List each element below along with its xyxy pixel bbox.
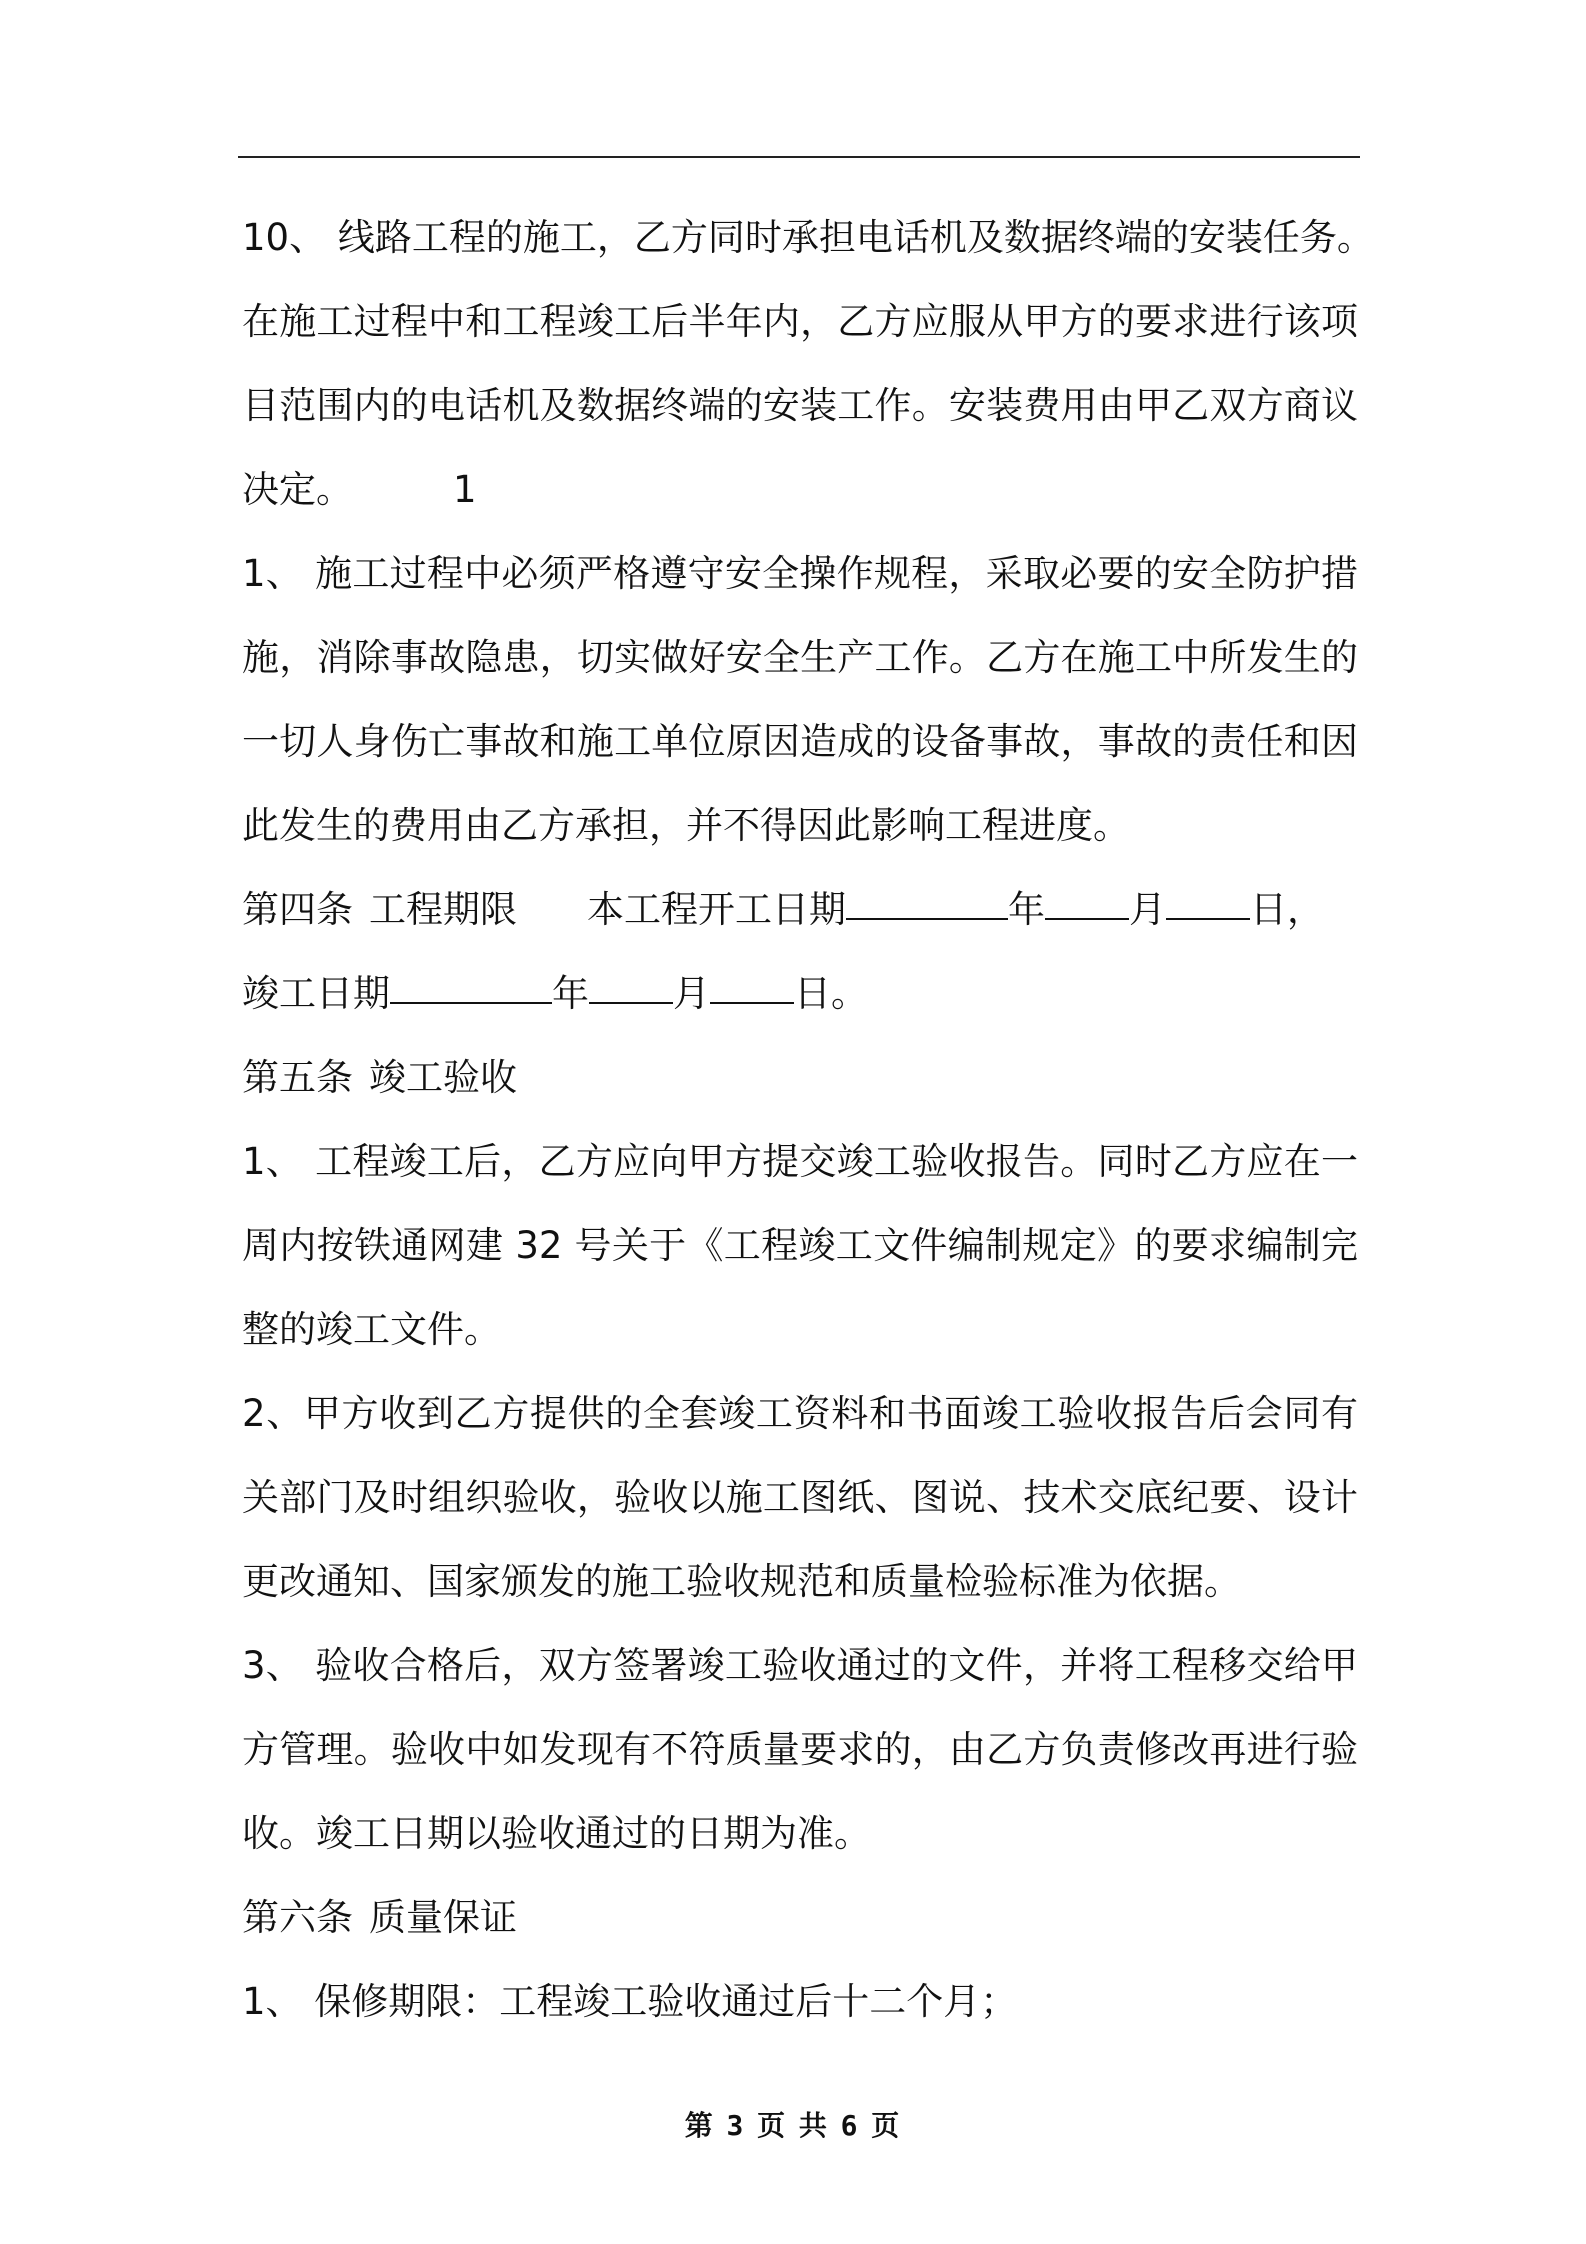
paragraph-line: 10、 线路工程的施工，乙方同时承担电话机及数据终端的安装任务。: [242, 216, 1374, 259]
completion-date-line: [242, 952, 1358, 1036]
header-rule: [238, 156, 1360, 158]
day-label: 日，: [1250, 888, 1324, 931]
article-heading: 第六条: [242, 1896, 353, 1939]
paragraph-line: 周内按铁通网建 32 号关于《工程竣工文件编制规定》的要求编制完: [242, 1224, 1358, 1267]
paragraph-line: 1、 保修期限：工程竣工验收通过后十二个月；: [242, 1980, 1018, 2023]
article-six-heading-line: [242, 1876, 1358, 1960]
footer-mid: 页 共: [757, 2109, 829, 2142]
total-pages-number: 6: [840, 2109, 860, 2142]
document-body: [242, 196, 1374, 2044]
day-label: 日。: [794, 972, 868, 1015]
paragraph-line: 收。竣工日期以验收通过的日期为准。: [242, 1812, 871, 1855]
paragraph-line: 更改通知、国家颁发的施工验收规范和质量检验标准为依据。: [242, 1560, 1241, 1603]
end-day-blank[interactable]: [710, 972, 794, 1004]
start-year-blank[interactable]: [846, 888, 1008, 920]
paragraph-text: 决定。: [242, 468, 353, 511]
paragraph-line: [242, 448, 1358, 532]
paragraph-line: 1、 施工过程中必须严格遵守安全操作规程，采取必要的安全防护措: [242, 552, 1358, 595]
start-date-label: 本工程开工日期: [587, 888, 846, 931]
start-day-blank[interactable]: [1166, 888, 1250, 920]
end-date-label: 竣工日期: [242, 972, 390, 1015]
article-title: 竣工验收: [369, 1056, 517, 1099]
year-label: 年: [1008, 888, 1045, 931]
page-footer: [0, 2104, 1586, 2144]
paragraph-line: 此发生的费用由乙方承担，并不得因此影响工程进度。: [242, 804, 1130, 847]
start-month-blank[interactable]: [1045, 888, 1129, 920]
footer-prefix: 第: [684, 2109, 715, 2142]
article-four-heading-line: [242, 868, 1358, 952]
article-five-heading-line: [242, 1036, 1358, 1120]
paragraph-line: 在施工过程中和工程竣工后半年内，乙方应服从甲方的要求进行该项: [242, 300, 1358, 343]
paragraph-line: 目范围内的电话机及数据终端的安装工作。安装费用由甲乙双方商议: [242, 384, 1358, 427]
end-month-blank[interactable]: [589, 972, 673, 1004]
month-label: 月: [673, 972, 710, 1015]
month-label: 月: [1129, 888, 1166, 931]
paragraph-line: 施，消除事故隐患，切实做好安全生产工作。乙方在施工中所发生的: [242, 636, 1358, 679]
paragraph-line: 整的竣工文件。: [242, 1308, 501, 1351]
paragraph-line: 关部门及时组织验收，验收以施工图纸、图说、技术交底纪要、设计: [242, 1476, 1358, 1519]
article-title: 质量保证: [369, 1896, 517, 1939]
end-year-blank[interactable]: [390, 972, 552, 1004]
paragraph-line: 方管理。验收中如发现有不符质量要求的，由乙方负责修改再进行验: [242, 1728, 1358, 1771]
paragraph-line: 2、甲方收到乙方提供的全套竣工资料和书面竣工验收报告后会同有: [242, 1392, 1358, 1435]
page-marker-number: 1: [453, 468, 477, 511]
paragraph-line: 1、 工程竣工后，乙方应向甲方提交竣工验收报告。同时乙方应在一: [242, 1140, 1358, 1183]
paragraph-line: 一切人身伤亡事故和施工单位原因造成的设备事故，事故的责任和因: [242, 720, 1358, 763]
current-page-number: 3: [726, 2109, 746, 2142]
article-heading: 第五条: [242, 1056, 353, 1099]
article-title: 工程期限: [369, 888, 517, 931]
article-heading: 第四条: [242, 888, 353, 931]
paragraph-line: 3、 验收合格后，双方签署竣工验收通过的文件，并将工程移交给甲: [242, 1644, 1358, 1687]
footer-suffix: 页: [871, 2109, 902, 2142]
year-label: 年: [552, 972, 589, 1015]
